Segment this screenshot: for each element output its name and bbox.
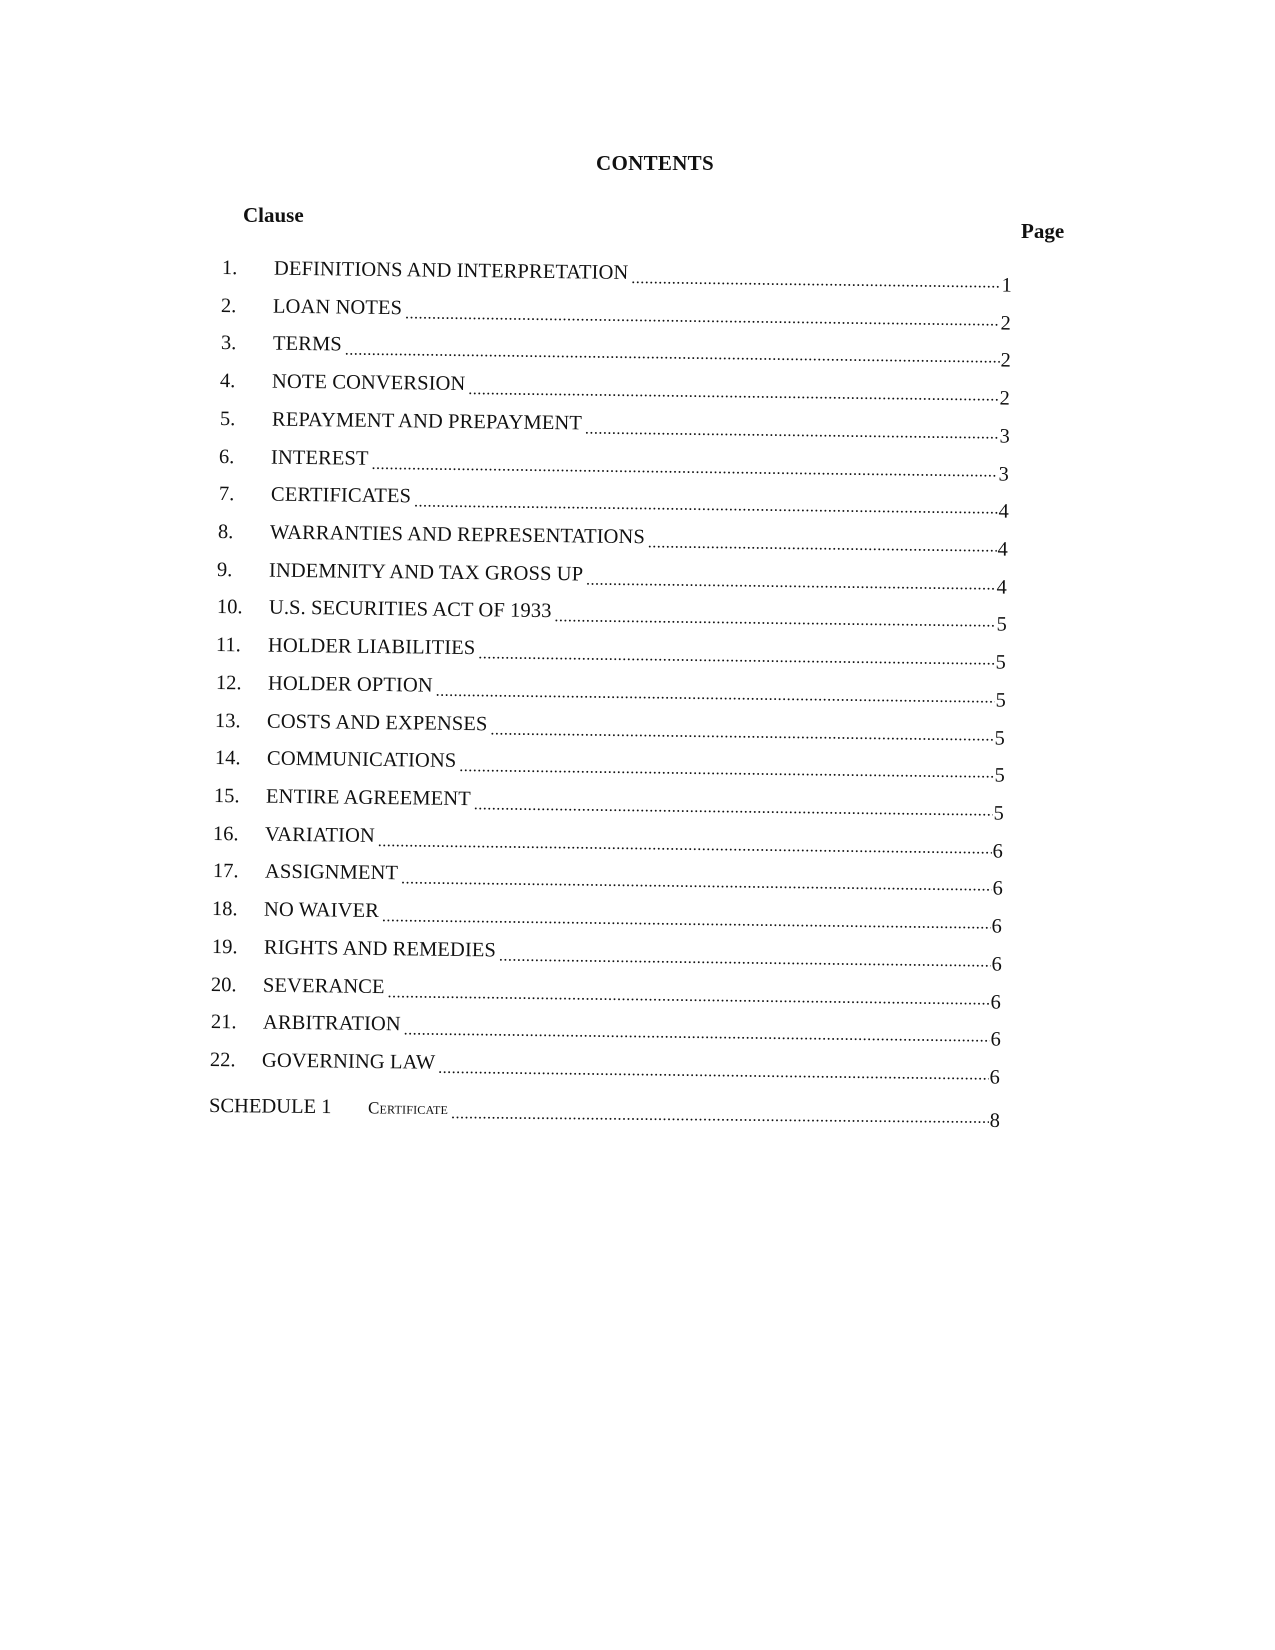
- page-number: 5: [996, 613, 1007, 637]
- toc-entry: [264, 858, 1003, 901]
- dot-leader: [498, 942, 990, 976]
- toc-row[interactable]: [212, 857, 1003, 901]
- clause-number: 7.: [218, 483, 235, 506]
- toc-entry: [263, 933, 1002, 976]
- clause-title: VARIATION: [265, 823, 376, 847]
- page-number: 3: [999, 425, 1010, 448]
- toc-entry: [269, 556, 1008, 599]
- toc-row[interactable]: [220, 367, 1011, 410]
- page-number: 6: [991, 915, 1003, 938]
- clause-number: 17.: [212, 860, 239, 883]
- clause-number: 2.: [221, 294, 237, 317]
- clause-number: 20.: [211, 973, 237, 996]
- toc-entry: [272, 368, 1011, 410]
- dot-leader: [371, 450, 997, 486]
- toc-entry: [267, 707, 1006, 750]
- clause-title: LOAN NOTES: [273, 295, 403, 319]
- toc-entry: [273, 292, 1012, 335]
- toc-row[interactable]: [210, 1008, 1001, 1051]
- toc-entry: [267, 669, 1006, 712]
- page-number: 8: [989, 1109, 1000, 1132]
- toc-entry: [272, 330, 1011, 373]
- toc-entry: [268, 632, 1007, 674]
- dot-leader: [586, 566, 996, 599]
- toc-entry: [262, 1009, 1001, 1051]
- toc-row[interactable]: [213, 782, 1004, 825]
- toc-entry: [271, 405, 1010, 448]
- clause-number: 5.: [219, 407, 236, 431]
- dot-leader: [631, 265, 1001, 298]
- toc-row[interactable]: [217, 556, 1008, 599]
- toc-entry: [268, 594, 1007, 637]
- clause-number: 18.: [212, 898, 239, 921]
- clause-number: 12.: [215, 671, 242, 695]
- clause-number: 15.: [213, 785, 240, 808]
- dot-leader: [344, 337, 999, 373]
- clause-title: COSTS AND EXPENSES: [267, 710, 488, 735]
- clause-number: 16.: [213, 822, 240, 846]
- clause-number: 14.: [214, 747, 241, 770]
- page-number: 6: [990, 991, 1002, 1014]
- dot-leader: [413, 489, 997, 524]
- clause-title: ASSIGNMENT: [264, 861, 399, 885]
- toc-row[interactable]: [213, 820, 1004, 863]
- page-number: 5: [994, 727, 1006, 750]
- page-number: 5: [994, 764, 1005, 787]
- schedule-row[interactable]: [208, 1092, 1000, 1132]
- toc-entry: [263, 971, 1002, 1014]
- toc-entry: [270, 481, 1009, 523]
- toc-row[interactable]: [221, 292, 1012, 335]
- clause-title: NO WAIVER: [264, 898, 380, 923]
- page-number: 5: [995, 689, 1006, 712]
- clause-title: TERMS: [272, 333, 342, 356]
- dot-leader: [478, 640, 995, 674]
- page-number: 4: [996, 576, 1008, 599]
- toc-entry: [266, 745, 1005, 787]
- clause-number: 13.: [215, 709, 241, 732]
- toc-entry: [265, 783, 1004, 825]
- toc-row[interactable]: [209, 1046, 1000, 1089]
- toc-entry: [271, 443, 1010, 486]
- clause-number: 19.: [211, 935, 238, 959]
- page-column-heading: Page: [1021, 219, 1065, 243]
- page-number: 6: [990, 1028, 1001, 1051]
- clause-title: INTEREST: [271, 446, 369, 470]
- dot-leader: [401, 866, 992, 901]
- toc-row[interactable]: [219, 443, 1010, 486]
- toc-entry: [261, 1047, 1000, 1089]
- schedule-title: Certificate: [367, 1098, 449, 1119]
- toc-row[interactable]: [218, 480, 1009, 523]
- schedule-entry: [367, 1093, 1000, 1132]
- toc-row[interactable]: [216, 631, 1007, 674]
- toc-entry: [273, 255, 1012, 297]
- dot-leader: [459, 753, 994, 788]
- dot-leader: [435, 678, 994, 713]
- clause-number: 22.: [209, 1049, 236, 1072]
- page-number: 5: [995, 651, 1007, 674]
- toc-row[interactable]: [219, 405, 1010, 448]
- toc-entry: [265, 820, 1004, 863]
- dot-leader: [388, 979, 990, 1014]
- toc-row[interactable]: [214, 744, 1005, 787]
- clause-title: U.S. SECURITIES ACT OF 1933: [268, 597, 552, 623]
- toc-entry: [269, 519, 1008, 561]
- toc-row[interactable]: [216, 593, 1007, 637]
- clause-number: 1.: [221, 257, 238, 280]
- schedule-number: SCHEDULE 1: [208, 1095, 332, 1119]
- dot-leader: [584, 415, 998, 448]
- clause-number: 4.: [220, 370, 236, 393]
- page-number: 3: [998, 463, 1010, 486]
- toc-entry: [264, 896, 1003, 938]
- clause-title: REPAYMENT AND PREPAYMENT: [271, 408, 582, 435]
- dot-leader: [474, 791, 993, 825]
- clause-title: NOTE CONVERSION: [272, 370, 466, 396]
- toc-row[interactable]: [221, 254, 1012, 297]
- clause-number: 6.: [219, 445, 235, 468]
- dot-leader: [405, 300, 1000, 335]
- page-number: 6: [992, 840, 1004, 863]
- toc-row[interactable]: [215, 669, 1006, 712]
- clause-title: INDEMNITY AND TAX GROSS UP: [269, 559, 584, 586]
- clause-title: WARRANTIES AND REPRESENTATIONS: [269, 521, 646, 549]
- page-number: 2: [1000, 312, 1012, 335]
- dot-leader: [648, 529, 997, 561]
- clause-title: COMMUNICATIONS: [266, 747, 457, 773]
- toc-row[interactable]: [215, 707, 1006, 750]
- dot-leader: [490, 716, 994, 750]
- toc-row[interactable]: [211, 933, 1002, 976]
- clause-number: 11.: [216, 634, 242, 657]
- clause-title: ARBITRATION: [262, 1011, 401, 1036]
- page-number: 1: [1001, 274, 1012, 297]
- page-number: 2: [999, 387, 1011, 410]
- clause-title: HOLDER LIABILITIES: [268, 634, 476, 660]
- clause-title: DEFINITIONS AND INTERPRETATION: [273, 257, 629, 284]
- page-number: 5: [993, 802, 1004, 825]
- dot-leader: [451, 1100, 989, 1133]
- page-number: 4: [997, 538, 1008, 561]
- clause-number: 10.: [216, 596, 243, 619]
- dot-leader: [438, 1055, 989, 1090]
- page-number: 4: [998, 500, 1009, 523]
- clause-number: 3.: [220, 332, 237, 355]
- dot-leader: [554, 604, 996, 637]
- clause-number: 9.: [217, 558, 233, 581]
- toc-row[interactable]: [220, 329, 1011, 373]
- dot-leader: [378, 828, 992, 863]
- clause-title: HOLDER OPTION: [267, 672, 433, 697]
- page-number: 2: [1000, 349, 1011, 373]
- clause-title: ENTIRE AGREEMENT: [265, 785, 471, 811]
- clause-number: 21.: [210, 1011, 237, 1034]
- toc-row[interactable]: [211, 971, 1002, 1014]
- toc-row[interactable]: [212, 895, 1003, 938]
- page-title: CONTENTS: [596, 151, 714, 175]
- clause-title: GOVERNING LAW: [261, 1049, 436, 1074]
- clause-column-heading: Clause: [243, 203, 304, 227]
- clause-title: RIGHTS AND REMEDIES: [263, 936, 496, 962]
- page-number: 6: [989, 1066, 1000, 1089]
- dot-leader: [382, 903, 991, 938]
- page-number: 6: [991, 953, 1002, 976]
- dot-leader: [403, 1017, 989, 1052]
- page-number: 6: [992, 877, 1003, 901]
- clause-title: CERTIFICATES: [270, 483, 411, 508]
- clause-title: SEVERANCE: [263, 974, 385, 998]
- clause-number: 8.: [217, 521, 234, 544]
- dot-leader: [468, 376, 999, 410]
- toc-row[interactable]: [217, 518, 1008, 561]
